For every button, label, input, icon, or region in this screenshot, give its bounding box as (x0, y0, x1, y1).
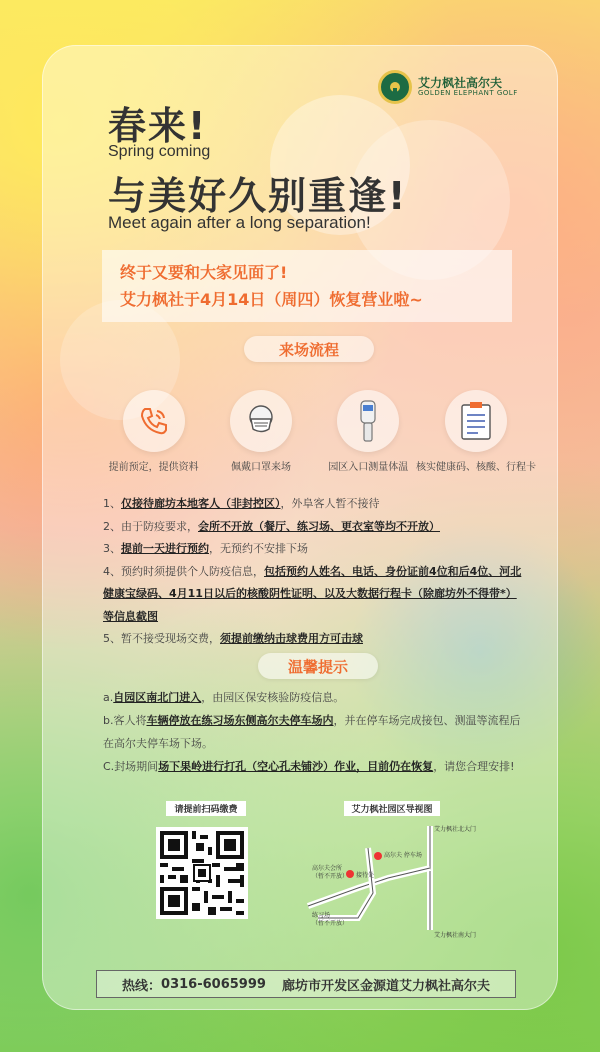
tip-item: b.客人将车辆停放在练习场东侧高尔夫停车场内，并在停车场完成接包、测温等流程后在高尔夫停车场下场。 (103, 714, 521, 750)
brand-name-en: GOLDEN ELEPHANT GOLF (418, 88, 518, 97)
checklist-icon (445, 390, 507, 452)
elephant-emblem-icon (378, 70, 412, 104)
headline-subtitle-2: Meet again after a long separation! (108, 213, 371, 232)
rule-item: 5、暂不接受现场交费，须提前缴纳击球费用方可击球 (103, 632, 363, 645)
process-step (315, 390, 422, 473)
map-label-parking: 高尔夫 停车场 (384, 852, 422, 859)
tip-item: C.封场期间场下果岭进行打孔（空心孔未铺沙）作业，目前仍在恢复，请您合理安排! (103, 760, 515, 773)
process-heading: 来场流程 (244, 336, 374, 362)
park-map (298, 818, 477, 939)
map-label-reception: 接待处 (356, 872, 375, 879)
mask-icon (230, 390, 292, 452)
banner-line-2: 艾力枫社于4月14日（周四）恢复营业啦~ (120, 290, 423, 309)
thermometer-icon (337, 390, 399, 452)
headline-title-2: 与美好久别重逢! (108, 174, 408, 218)
payment-qr-code[interactable] (156, 827, 248, 919)
tips-heading: 温馨提示 (258, 653, 378, 679)
map-label-north-gate: 艾力枫社北大门 (434, 826, 477, 833)
tips-list (103, 686, 523, 778)
hotline-number[interactable]: 0316-6065999 (161, 976, 266, 992)
process-steps (100, 390, 536, 473)
map-label-range: 练习场 (312, 912, 331, 919)
map-label-range-note: （暂不开放） (312, 920, 349, 927)
process-step (415, 390, 536, 473)
rule-item: 4、预约时须提供个人防疫信息，包括预约人姓名、电话、身份证前4位和后4位、河北健康宝绿码、4月11日以后的核酸阴性证明、以及大数据行程卡（除廊坊外不得带*）等信息截图 (103, 564, 522, 623)
tip-item: a.自园区南北门进入，由园区保安核验防疫信息。 (103, 691, 345, 704)
phone-icon (123, 390, 185, 452)
map-label-clubhouse-note: （暂不开放） (312, 873, 349, 880)
entry-rules (103, 493, 523, 651)
address: 廊坊市开发区金源道艾力枫社高尔夫 (281, 978, 490, 994)
rule-item: 3、提前一天进行预约，无预约不安排下场 (103, 542, 308, 555)
reopen-banner (102, 250, 512, 322)
process-step (207, 390, 314, 473)
brand-logo (378, 70, 518, 104)
qr-title: 请提前扫码缴费 (166, 801, 246, 816)
headline-subtitle-1: Spring coming (108, 143, 211, 160)
process-step-label: 核实健康码、核酸、行程卡 (415, 462, 536, 473)
map-title: 艾力枫社园区导视图 (344, 801, 440, 816)
map-label-south-gate: 艾力枫社南大门 (434, 932, 477, 939)
brand-name-cn: 艾力枫社高尔夫 (418, 75, 503, 90)
process-step-label: 提前预定，提供资料 (108, 462, 199, 473)
process-step (100, 390, 207, 473)
headline-title-1: 春来! (108, 104, 208, 148)
rule-item: 2、由于防疫要求，会所不开放（餐厅、练习场、更衣室等均不开放） (103, 519, 440, 533)
map-label-clubhouse: 高尔夫会所 (312, 865, 343, 872)
hotline-bar (96, 970, 516, 998)
process-step-label: 园区入口测量体温 (328, 462, 409, 473)
banner-line-1: 终于又要和大家见面了! (120, 263, 288, 282)
rule-item: 1、仅接待廊坊本地客人（非封控区），外阜客人暂不接待 (103, 497, 380, 510)
hotline-label: 热线： (122, 978, 162, 994)
process-step-label: 佩戴口罩来场 (230, 462, 291, 473)
